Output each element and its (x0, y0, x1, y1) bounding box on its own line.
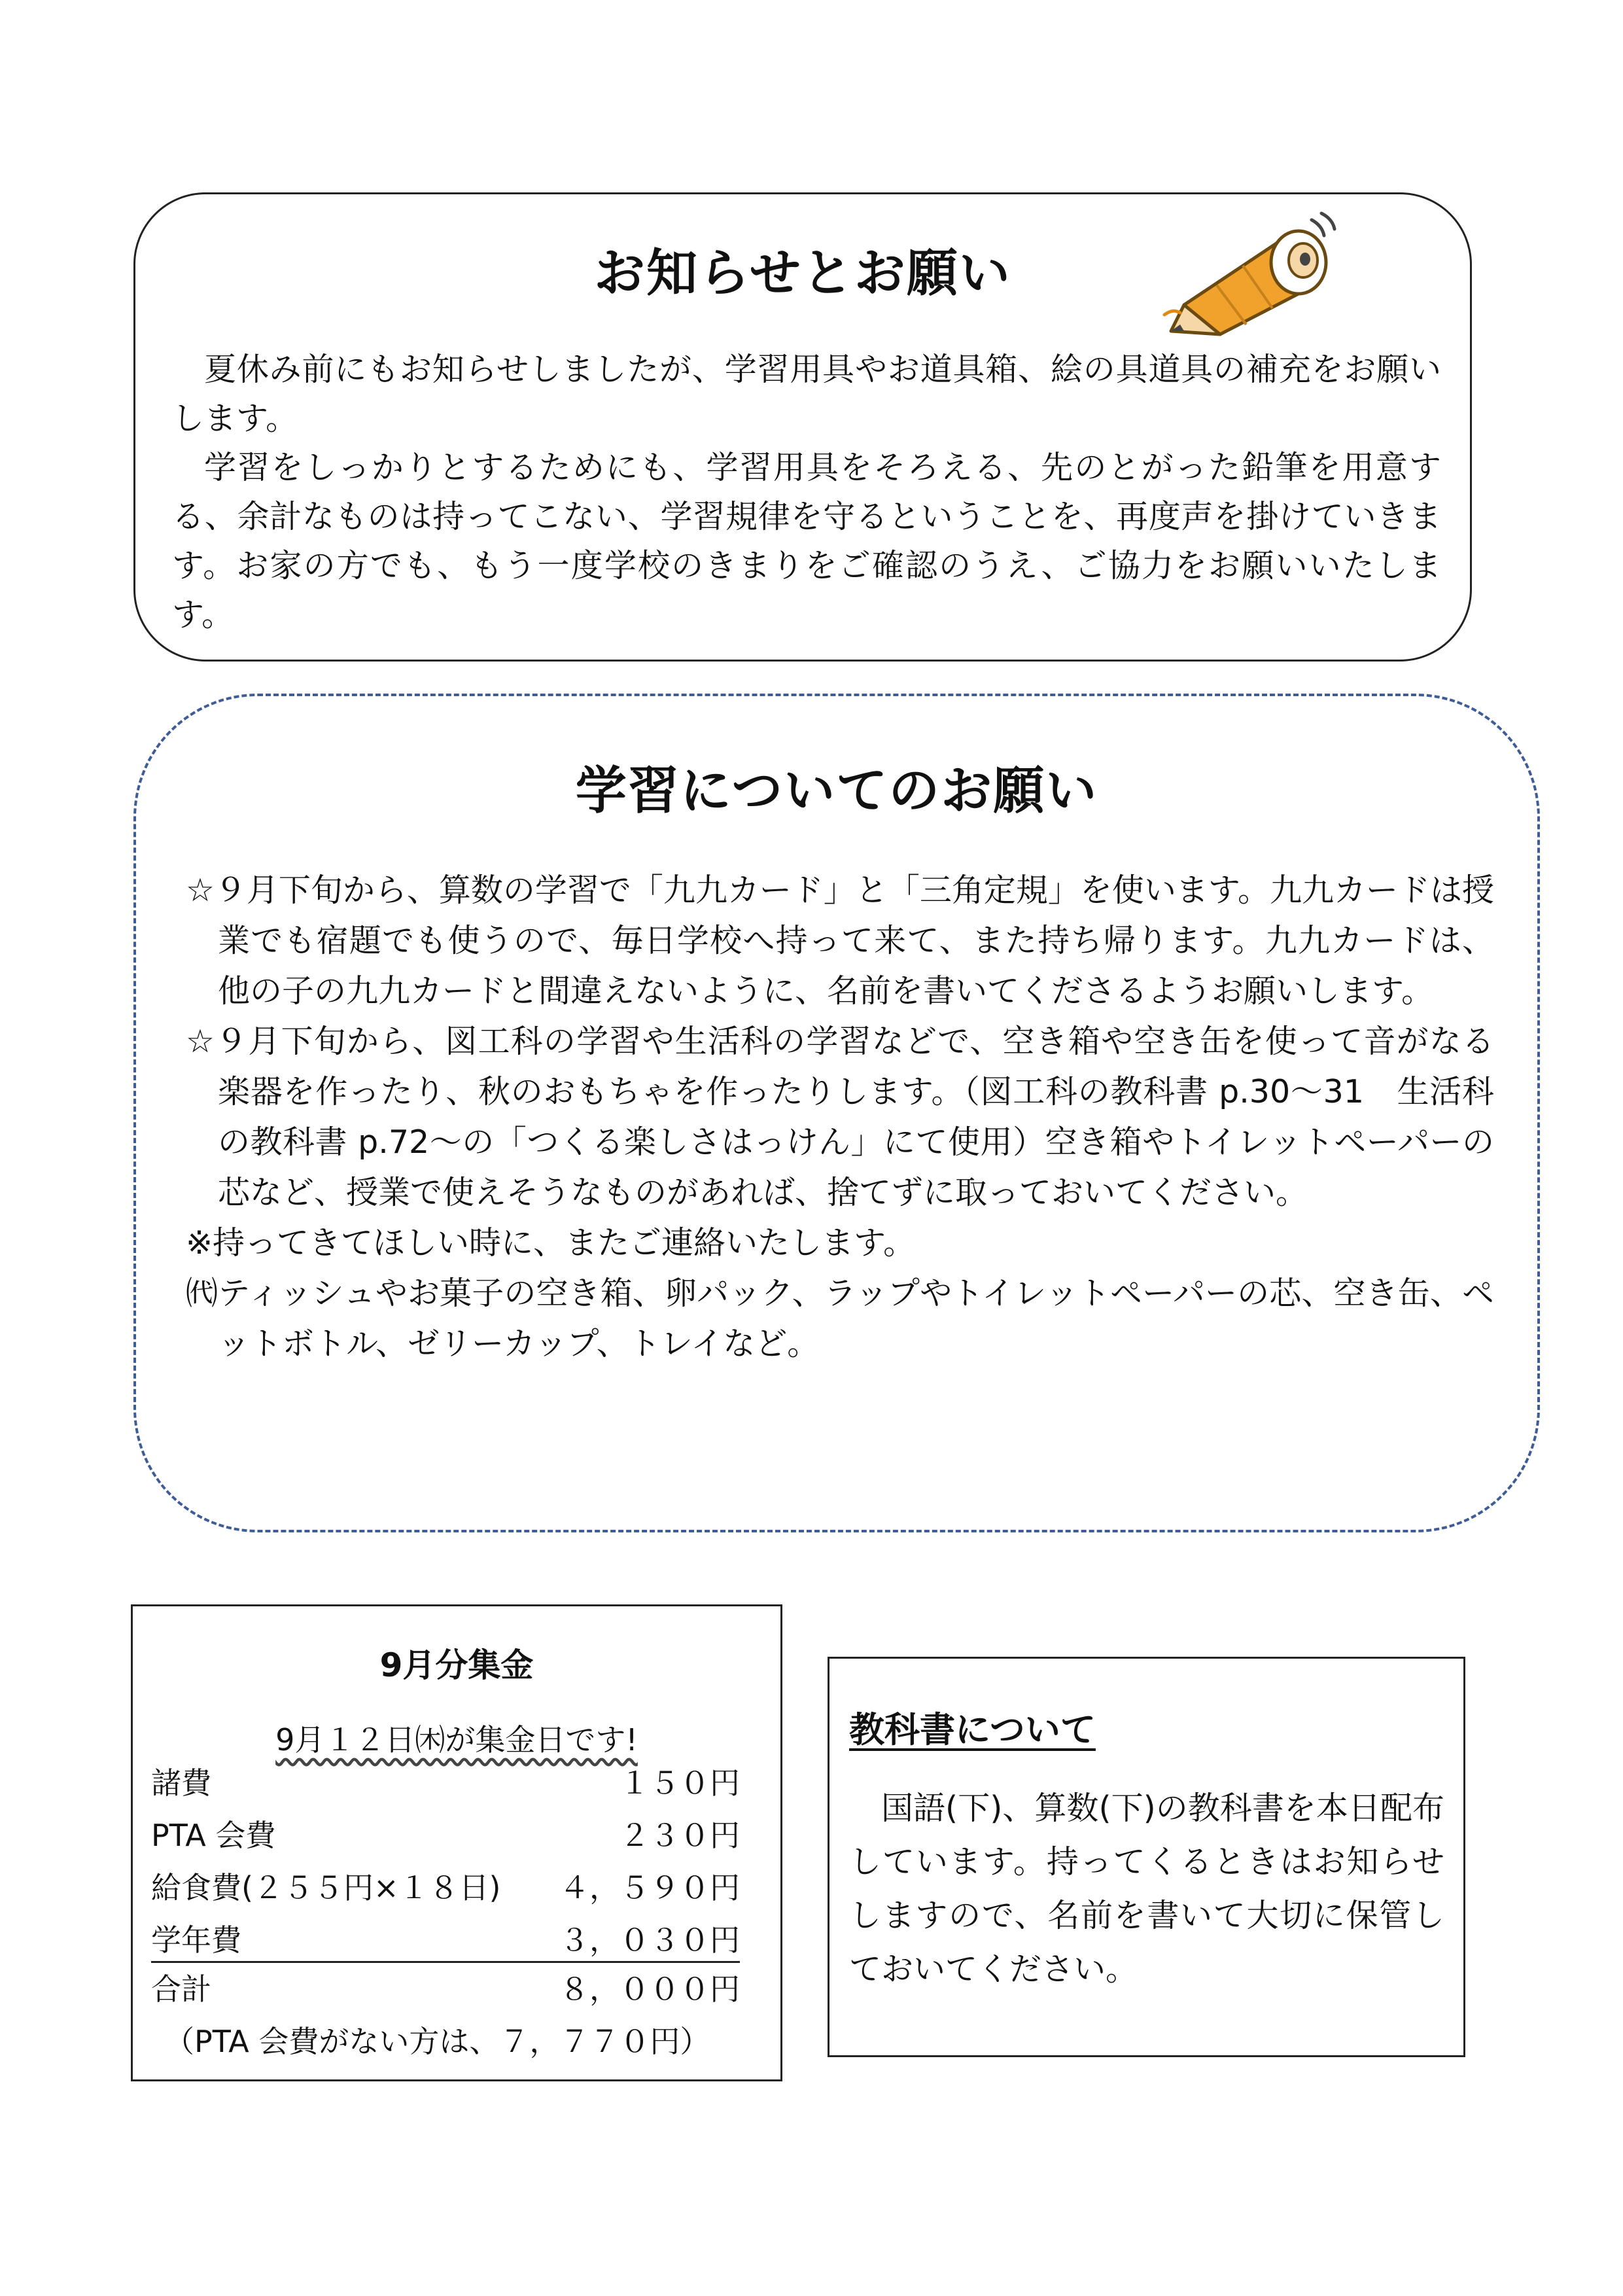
learning-item-4: ㈹ティッシュやお菓子の空き箱、卵パック、ラップやトイレットペーパーの芯、空き缶、ペットボトル、ゼリーカップ、トレイなど。 (186, 1275, 1494, 1362)
notice-body (172, 345, 1441, 639)
learning-item-3: ※持ってきてほしい時に、またご連絡いたします。 (186, 1224, 916, 1262)
fee-row (151, 1914, 740, 1963)
collection-title: 9月分集金 (379, 1646, 534, 1684)
total-amount: ８，０００円 (559, 1971, 740, 2007)
pencil-icon (1158, 200, 1348, 338)
fee-label: PTA 会費 (151, 1818, 276, 1853)
textbook-title: 教科書について (849, 1709, 1096, 1750)
fee-amount: ４，５９０円 (559, 1870, 740, 1905)
collection-date (133, 1716, 780, 1759)
notice-title: お知らせとお願い (594, 244, 1011, 303)
learning-body (186, 865, 1494, 1369)
learning-item-1: ☆９月下旬から、算数の学習で「九九カード」と「三角定規」を使います。九九カードは授業でも宿題でも使うので、毎日学校へ持って来て、また持ち帰ります。九九カードは、他の子の九九カードと間違えないように、名前を書いてくださるようお願いします。 (186, 872, 1495, 1010)
fee-label: 学年費 (151, 1922, 241, 1958)
collection-rows (151, 1757, 740, 2068)
fee-row (151, 1809, 740, 1862)
notice-paragraph-2: 学習をしっかりとするためにも、学習用具をそろえる、先のとがった鉛筆を用意する、余計なものは持ってこない、学習規律を守るということを、再度声を掛けていきます。お家の方でも、もう一度学校のきまりをご確認のうえ、ご協力をお願いいたします。 (172, 449, 1441, 633)
learning-title: 学習についてのお願い (575, 762, 1098, 821)
collection-box (131, 1604, 782, 2081)
fee-amount: ２３０円 (620, 1818, 740, 1853)
fee-label: 給食費(２５５円×１８日) (151, 1870, 501, 1905)
fee-amount: １５０円 (620, 1765, 740, 1801)
total-row (151, 1963, 740, 2015)
textbook-box (828, 1657, 1465, 2057)
total-label: 合計 (151, 1971, 211, 2007)
fee-amount: ３，０３０円 (559, 1922, 740, 1958)
notice-paragraph-1: 夏休み前にもお知らせしましたが、学習用具やお道具箱、絵の具道具の補充をお願いします。 (172, 351, 1441, 437)
textbook-body: 国語(下)、算数(下)の教科書を本日配布しています。持ってくるときはお知らせしますので、名前を書いて大切に保管しておいてください。 (849, 1790, 1444, 1988)
fee-label: 諸費 (151, 1765, 211, 1801)
learning-item-2: ☆９月下旬から、図工科の学習や生活科の学習などで、空き箱や空き缶を使って音がなる楽器を作ったり、秋のおもちゃを作ったりします。（図工科の教科書 p.30～31 生活科の教科書 p.72～の「つくる楽しさはっけん」にて使用）空き箱やトイレットペーパーの芯など、授業で使えそうなものがあれば、捨てずに取っておいてください。 (186, 1023, 1494, 1211)
fee-row (151, 1757, 740, 1809)
collection-note: （PTA 会費がない方は、７，７７０円） (164, 2024, 710, 2059)
fee-row (151, 1862, 740, 1914)
learning-box (133, 694, 1540, 1532)
collection-date-text: 9月１２日㈭が集金日です! (275, 1722, 638, 1757)
